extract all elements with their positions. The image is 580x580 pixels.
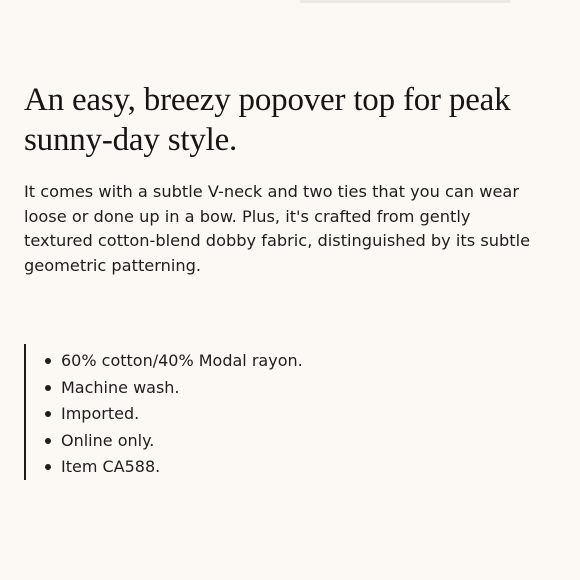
product-description: It comes with a subtle V-neck and two ties that you can wear loose or done up in a bow. Plus, it's crafted from gently textured cotton-blend dobby fabric, distinguished by its subtle geometric patterning. xyxy=(24,182,531,275)
list-item xyxy=(45,401,303,428)
feature-text: Item CA588. xyxy=(61,457,161,476)
feature-text: Imported. xyxy=(61,404,140,423)
bullet-icon xyxy=(45,438,51,444)
list-item xyxy=(45,348,303,375)
bullet-icon xyxy=(45,385,51,391)
feature-text: Machine wash. xyxy=(61,377,180,397)
feature-text: 60% cotton/40% Modal rayon. xyxy=(61,351,303,370)
feature-text: Online only. xyxy=(61,430,155,450)
list-item xyxy=(45,375,303,402)
product-features-list xyxy=(24,344,303,480)
list-item xyxy=(45,428,303,455)
product-headline: An easy, breezy popover top for peak sunny-day style. xyxy=(24,82,511,158)
bullet-icon xyxy=(45,358,51,364)
list-item xyxy=(45,454,303,481)
bullet-icon xyxy=(45,464,51,470)
top-divider-strip xyxy=(300,0,510,3)
bullet-icon xyxy=(45,411,51,417)
